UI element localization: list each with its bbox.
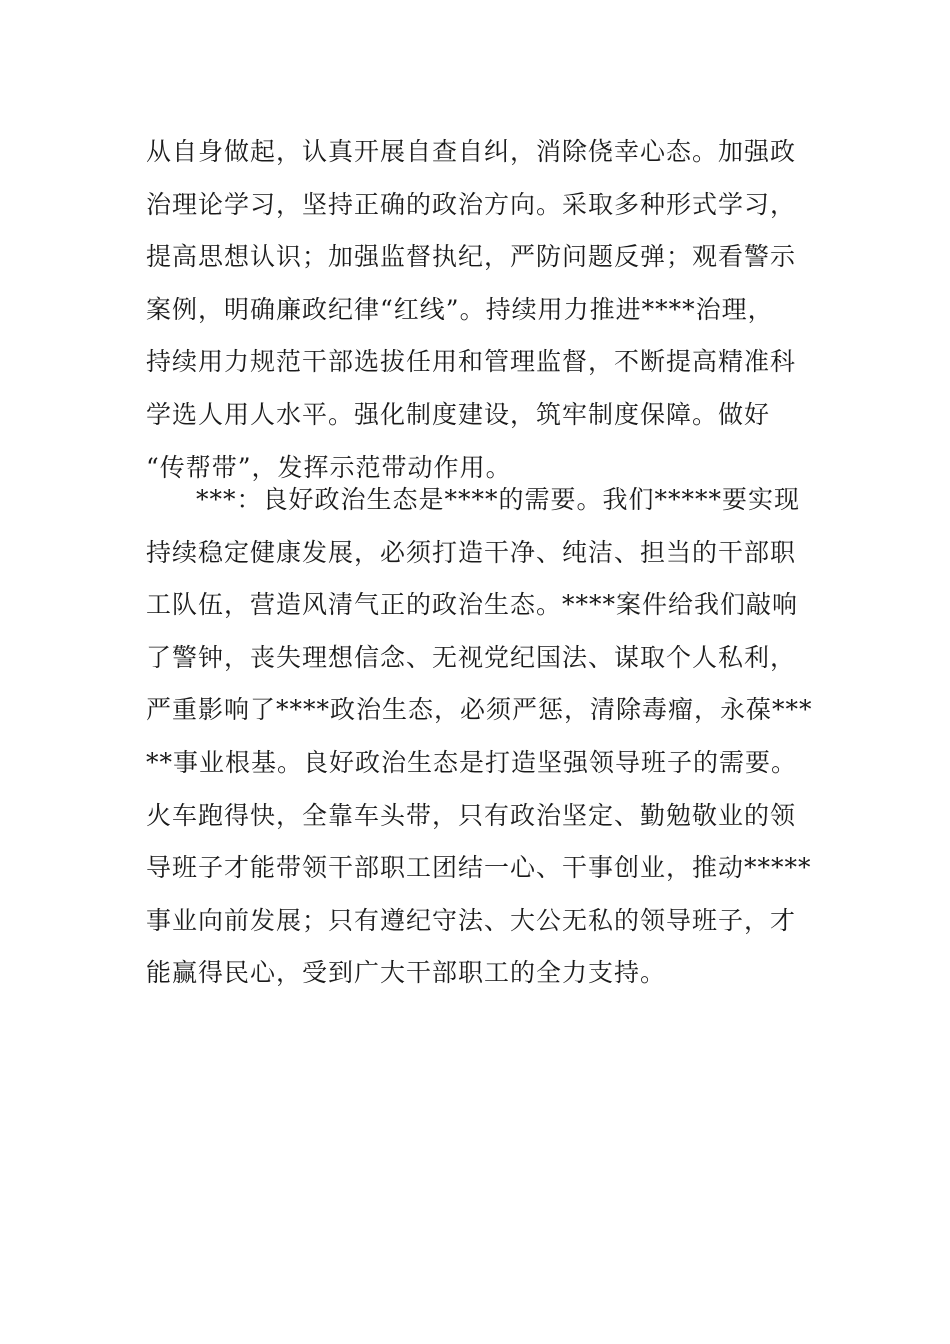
text-line: **事业根基。良好政治生态是打造坚强领导班子的需要。 [146,747,798,777]
text-line: 了警钟，丧失理想信念、无视党纪国法、谋取个人私利， [146,642,797,672]
text-line: 治理论学习，坚持正确的政治方向。采取多种形式学习， [146,189,797,219]
paragraph-2 [146,474,813,1000]
text-line: 导班子才能带领干部职工团结一心、干事创业，推动***** [146,853,812,883]
text-line: “传帮带”，发挥示范带动作用。 [146,452,512,482]
text-line: 持续稳定健康发展，必须打造干净、纯洁、担当的干部职 [146,537,797,567]
text-line: 从自身做起，认真开展自查自纠，消除侥幸心态。加强政 [146,137,797,166]
text-line: 工队伍，营造风清气正的政治生态。****案件给我们敲响 [146,590,799,620]
text-line: 持续用力规范干部选拔任用和管理监督，不断提高精准科 [146,347,797,377]
text-line: 火车跑得快，全靠车头带，只有政治坚定、勤勉敬业的领 [146,800,797,830]
text-line: 严重影响了****政治生态，必须严惩，清除毒瘤，永葆*** [146,695,813,725]
text-line: ***：良好政治生态是****的需要。我们*****要实现 [196,485,801,514]
text-line: 能赢得民心，受到广大干部职工的全力支持。 [146,958,667,988]
text-line: 学选人用人水平。强化制度建设，筑牢制度保障。做好 [146,399,771,429]
text-line: 事业向前发展；只有遵纪守法、大公无私的领导班子，才 [146,905,797,935]
text-line: 案例，明确廉政纪律“红线”。持续用力推进****治理， [146,294,774,324]
paragraph-1 [146,126,806,494]
text-line: 提高思想认识；加强监督执纪，严防问题反弹；观看警示 [146,242,797,272]
